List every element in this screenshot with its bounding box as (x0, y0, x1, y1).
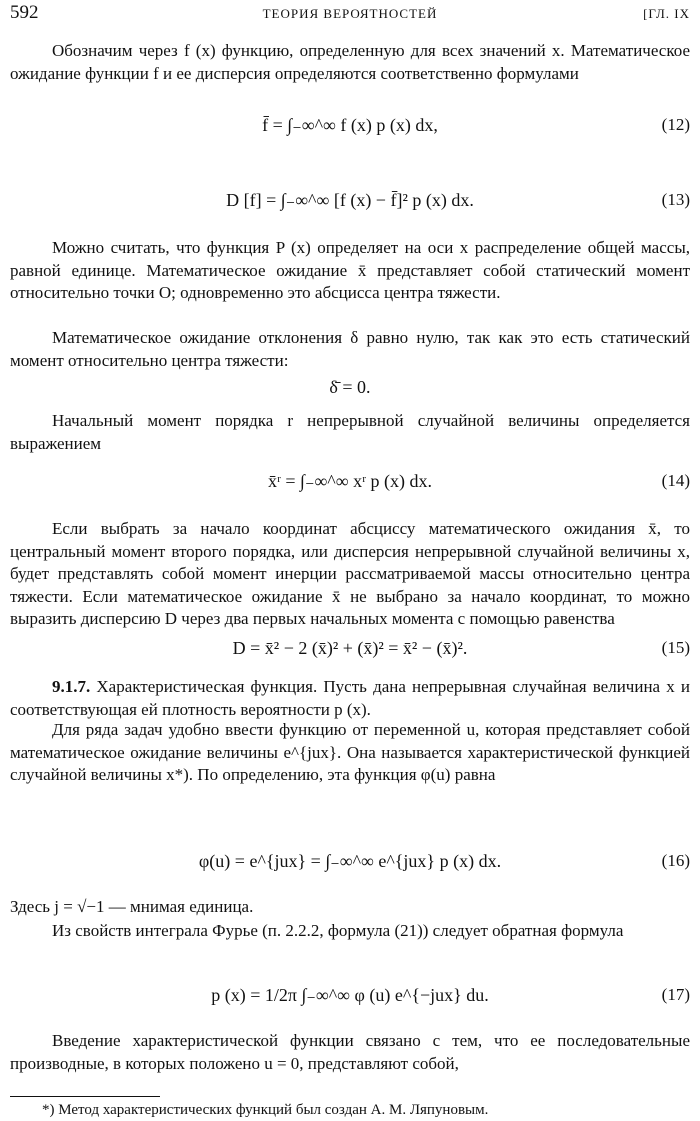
equation-17: p (x) = 1/2π ∫₋∞^∞ φ (u) e^{−jux} du. (17) (10, 980, 690, 1010)
equation-number: (16) (661, 851, 690, 870)
paragraph-7: Для ряда задач удобно ввести функцию от переменной u, которая представляет собой математическое ожидание величины e^{jux}. Она называется характеристической функцией случайной величины x*). По определению, эта функция φ(u) равна (10, 720, 690, 784)
paragraph-8: Здесь j = √−1 — мнимая единица. (10, 897, 254, 916)
paragraph-1: Обозначим через f (x) функцию, определенную для всех значений x. Математическое ожидание функции f и ее дисперсия определяются соответственно формулами (10, 41, 690, 83)
footnote: *) Метод характеристических функций был создан А. М. Ляпуновым. (42, 1102, 489, 1118)
paragraph-6: 9.1.7. Характеристическая функция. Пусть дана непрерывная случайная величина x и соответствующая ей плотность вероятности p (x). (10, 677, 690, 719)
equation-number: (12) (661, 115, 690, 134)
equation-number: (15) (661, 638, 690, 657)
equation-number: (13) (661, 190, 690, 209)
section-number: 9.1.7. (52, 677, 91, 696)
equation-number: (17) (661, 985, 690, 1004)
equation-15: D = x̄² − 2 (x̄)² + (x̄)² = x̄² − (x̄)². (15) (10, 633, 690, 663)
running-title: ТЕОРИЯ ВЕРОЯТНОСТЕЙ (262, 6, 438, 21)
equation-12: f̄ = ∫₋∞^∞ f (x) p (x) dx, (12) (10, 110, 690, 140)
chapter-label: [ГЛ. IX (643, 6, 690, 21)
equation-16: φ(u) = e^{jux} = ∫₋∞^∞ e^{jux} p (x) dx. (16) (10, 846, 690, 876)
equation-number: (14) (661, 471, 690, 490)
paragraph-4: Начальный момент порядка r непрерывной случайной величины определяется выражением (10, 411, 690, 453)
equation-delta: δ̄ = 0. (329, 377, 371, 397)
paragraph-3: Математическое ожидание отклонения δ равно нулю, так как это есть статический момент относительно центра тяжести: (10, 328, 690, 370)
equation-14: x̄ʳ = ∫₋∞^∞ xʳ p (x) dx. (14) (10, 466, 690, 496)
paragraph-9: Из свойств интеграла Фурье (п. 2.2.2, формула (21)) следует обратная формула (52, 921, 624, 940)
running-header (10, 2, 690, 26)
equation-13: D [f] = ∫₋∞^∞ [f (x) − f̄]² p (x) dx. (13) (10, 185, 690, 215)
page-number: 592 (10, 2, 39, 23)
paragraph-10: Введение характеристической функции связано с тем, что ее последовательные производные, в которых положено u = 0, представляют собой, (10, 1031, 690, 1073)
paragraph-5: Если выбрать за начало координат абсциссу математического ожидания x̄, то центральный момент второго порядка, или дисперсия непрерывной случайной величины x, будет представлять собой момент инерции рассматриваемой массы относительно центра тяжести. Если математическое ожидание x̄ не выбрано за начало координат, то можно выразить дисперсию D через два первых начальных момента с помощью равенства (10, 519, 690, 628)
paragraph-2: Можно считать, что функция P (x) определяет на оси x распределение общей массы, равной единице. Математическое ожидание x̄ представляет собой статический момент относительно точки O; одновременно это абсцисса центра тяжести. (10, 238, 690, 302)
footnote-rule (10, 1096, 160, 1097)
